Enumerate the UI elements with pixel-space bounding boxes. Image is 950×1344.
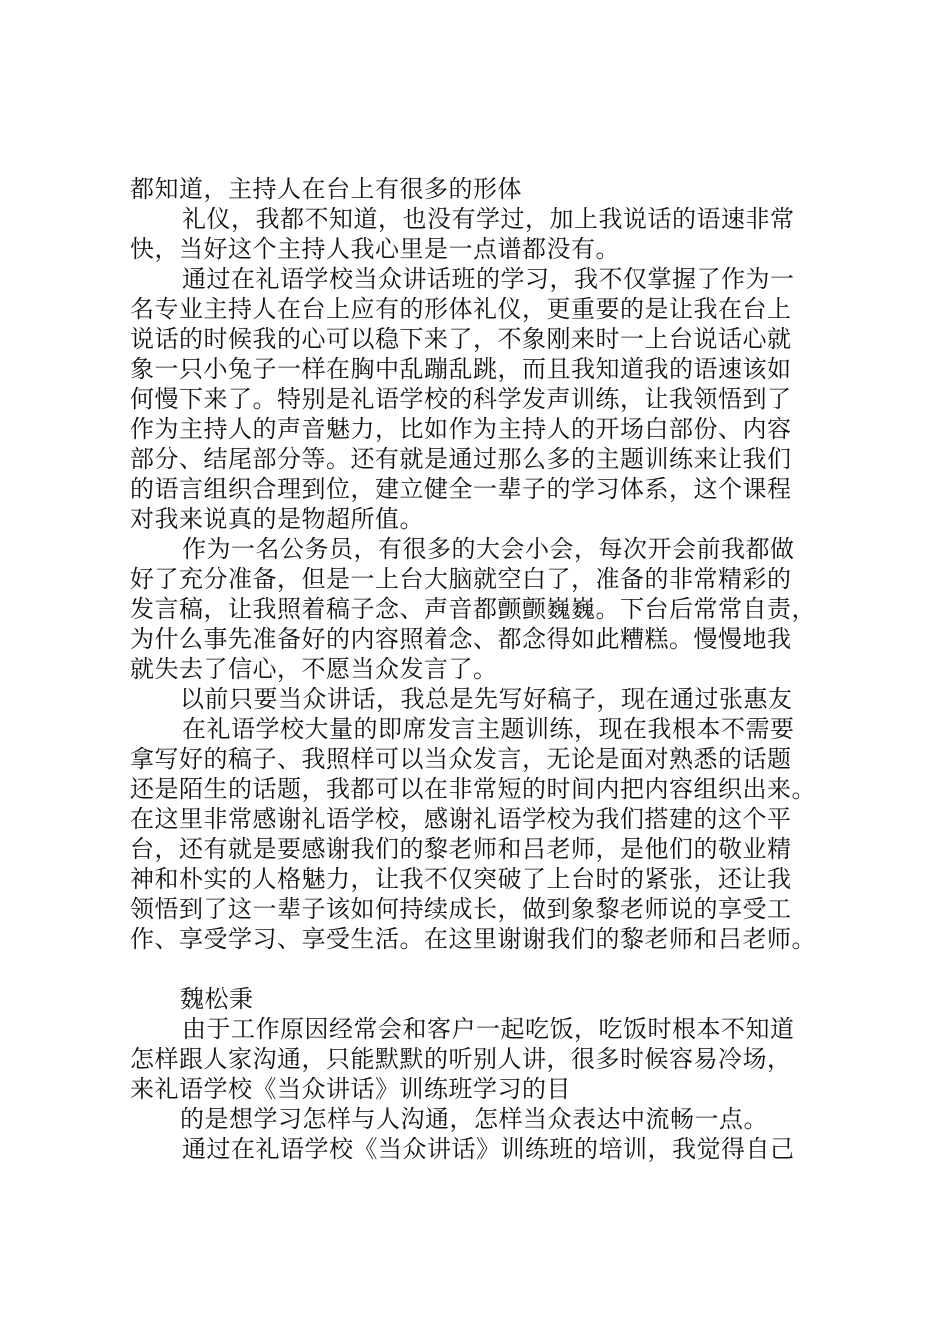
text-line: 名专业主持人在台上应有的形体礼仪，更重要的是让我在台上: [130, 295, 792, 323]
text-line: 的语言组织合理到位，建立健全一辈子的学习体系，这个课程: [130, 475, 792, 503]
text-line: 好了充分准备，但是一上台大脑就空白了，准备的非常精彩的: [130, 565, 792, 593]
paragraph-gap: [130, 954, 850, 984]
text-line: 拿写好的稿子、我照样可以当众发言，无论是面对熟悉的话题: [130, 745, 792, 773]
text-line: 作、享受学习、享受生活。在这里谢谢我们的黎老师和吕老师。: [130, 925, 816, 953]
text-line: 发言稿，让我照着稿子念、声音都颤颤巍巍。下台后常常自责，: [130, 595, 816, 623]
text-line: 为什么事先准备好的内容照着念、都念得如此糟糕。慢慢地我: [130, 625, 792, 653]
text-line: 何慢下来了。特别是礼语学校的科学发声训练，让我领悟到了: [130, 385, 792, 413]
text-line: 通过在礼语学校《当众讲话》训练班的培训，我觉得自己: [182, 1135, 795, 1163]
text-line: 象一只小兔子一样在胸中乱蹦乱跳，而且我知道我的语速该如: [130, 355, 792, 383]
text-line: 台，还有就是要感谢我们的黎老师和吕老师，是他们的敬业精: [130, 835, 792, 863]
text-line: 都知道，主持人在台上有很多的形体: [130, 175, 522, 203]
text-line: 就失去了信心，不愿当众发言了。: [130, 655, 498, 683]
text-line: 在礼语学校大量的即席发言主题训练，现在我根本不需要: [182, 715, 795, 743]
document-body: [130, 174, 850, 1164]
text-line: 作为主持人的声音魅力，比如作为主持人的开场白部份、内容: [130, 415, 792, 443]
text-line: 来礼语学校《当众讲话》训练班学习的目: [130, 1075, 571, 1103]
text-line: 的是想学习怎样与人沟通，怎样当众表达中流畅一点。: [180, 1105, 768, 1133]
text-line: 说话的时候我的心可以稳下来了，不象刚来时一上台说话心就: [130, 325, 792, 353]
text-line: 还是陌生的话题，我都可以在非常短的时间内把内容组织出来。: [130, 775, 816, 803]
text-line: 通过在礼语学校当众讲话班的学习，我不仅掌握了作为一: [182, 265, 795, 293]
text-line: 部分、结尾部分等。还有就是通过那么多的主题训练来让我们: [130, 445, 792, 473]
text-line: 作为一名公务员，有很多的大会小会，每次开会前我都做: [182, 535, 795, 563]
text-line: 快，当好这个主持人我心里是一点谱都没有。: [130, 235, 620, 263]
text-line: 礼仪，我都不知道，也没有学过，加上我说话的语速非常: [182, 205, 795, 233]
text-line: 领悟到了这一辈子该如何持续成长，做到象黎老师说的享受工: [130, 895, 792, 923]
text-line: 由于工作原因经常会和客户一起吃饭，吃饭时根本不知道: [182, 1015, 795, 1043]
text-line: 对我来说真的是物超所值。: [130, 505, 424, 533]
text-line: 以前只要当众讲话，我总是先写好稿子，现在通过张惠友: [180, 685, 793, 713]
text-line: 怎样跟人家沟通，只能默默的听别人讲，很多时候容易冷场，: [130, 1045, 792, 1073]
text-line: 神和朴实的人格魅力，让我不仅突破了上台时的紧张，还让我: [130, 865, 792, 893]
author-name: 魏松秉: [180, 985, 254, 1013]
text-line: 在这里非常感谢礼语学校，感谢礼语学校为我们搭建的这个平: [130, 805, 792, 833]
